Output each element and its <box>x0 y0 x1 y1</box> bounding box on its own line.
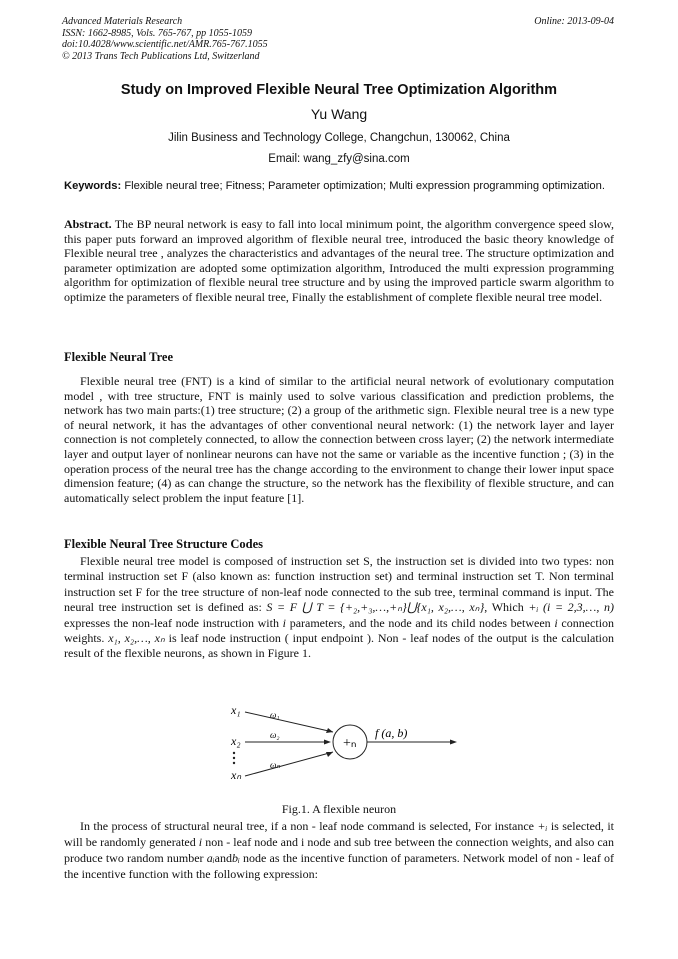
weight-w2-label: ω₂ <box>270 730 280 740</box>
flexible-neuron-figure <box>225 700 465 790</box>
codes-text-a: Flexible neural tree model is composed of instruction set S, the instruction set is divided into two types: non terminal instruction set F (also known as: function instruction set) and terminal instruction set T. Non terminal instruction set F for the tree structure of non-leaf node connected to the sub tree, terminal command is input. The neural tree instruction set is defined as: <box>64 554 614 615</box>
var-i-3: i <box>198 835 203 849</box>
section-heading-codes: Flexible Neural Tree Structure Codes <box>64 537 264 551</box>
struct-text-a: In the process of structural neural tree, if a non - leaf node command is selected, For instance <box>80 819 534 833</box>
codes-text-c: expresses the non-leaf node instruction with <box>64 615 279 630</box>
formula-nonleaf: +ᵢ (i = 2,3,…, n) <box>528 600 614 615</box>
edge-x1 <box>245 712 333 732</box>
formula-leaf: x₁, x₂,…, xₙ <box>108 631 165 646</box>
journal-header <box>62 16 268 62</box>
section-structure-body <box>64 818 614 882</box>
section-fnt-body: Flexible neural tree (FNT) is a kind of similar to the artificial neural network of evolutionary computation model , with tree structure, FNT is mainly used to solve various classification and prediction problems, the network has two main parts:(1) tree structure; (2) a group of the arithmetic sign. Flexible neural tree is a new type of neural network, it has the advantages of other conventional neural network: (1) the network layer and layer connection is not completely connected, to allow the connection between cross layer; (2) the network intermediate layer and output layer of nonlinear neurons can have not the same or variable as the incentive function ; (3) in the operation process of the neural tree has the change according to the environment to change their lower input space dimension feature; (4) as can change the structure, so the network has the flexibility of flexible structure, and can automatically select problem the input feature [1]. <box>64 374 614 505</box>
struct-text-c: non - leaf node and i node and sub tree between the connection weights, and also can produce two random number <box>64 835 615 865</box>
output-arrow <box>450 740 457 745</box>
edge-xn <box>245 752 333 776</box>
ellipsis-dot <box>233 757 235 759</box>
struct-text-d: node as the incentive function of parameters. Network model of non - leaf of the incentive function with the following expression: <box>64 851 614 881</box>
symbol-plus-i: +ᵢ <box>537 819 548 833</box>
section-heading-fnt: Flexible Neural Tree <box>64 350 174 364</box>
symbol-b-i: bᵢ <box>231 851 240 865</box>
copyright-line: © 2013 Trans Tech Publications Ltd, Switzerland <box>62 50 260 62</box>
ellipsis-dot <box>233 762 235 764</box>
ellipsis-dot <box>233 752 235 754</box>
paper-title: Study on Improved Flexible Neural Tree Optimization Algorithm <box>120 82 558 98</box>
keywords-text: Flexible neural tree; Fitness; Parameter optimization; Multi expression programming optimization. <box>124 180 605 192</box>
struct-text-and: and <box>214 851 232 865</box>
weight-w1-label: ω₁ <box>270 710 280 720</box>
neuron-node-label: +ₙ <box>343 736 357 751</box>
weight-wn-label: ωₙ <box>270 760 280 770</box>
arrow-xn <box>326 752 333 757</box>
abstract-label: Abstract. <box>64 217 112 231</box>
output-label: f (a, b) <box>375 726 408 740</box>
abstract-text: The BP neural network is easy to fall into local minimum point, the algorithm convergence speed slow, this paper puts forward an improved algorithm of flexible neural tree, introduced the basic theory knowledge of Flexible neural tree , analyzes the characteristics and advantages of the neural tree. The structure optimization and parameter optimization are adopted some optimization algorithm, Introduced the multi expression programming algorithm for optimization of flexible neural tree structure and by using the improved particle swarm algorithm to optimize the parameters of flexible neural tree, Finally the establishment of complete flexible neural tree model. <box>64 217 614 304</box>
codes-text-b: , Which <box>484 600 524 615</box>
abstract <box>64 217 614 305</box>
codes-text-d: parameters, and the node and its child nodes between <box>289 615 551 630</box>
keywords <box>64 180 614 193</box>
section-codes-body <box>64 554 614 662</box>
codes-text-f: is leaf node instruction ( input endpoint ). Non - leaf nodes of the output is the calculation result of the flexible neurons, as shown in Figure 1. <box>64 631 615 661</box>
var-i-2: i <box>554 615 558 630</box>
input-x1-label: x₁ <box>231 703 241 717</box>
symbol-a-i: aᵢ <box>206 851 215 865</box>
struct-text-b: is selected, it will be randomly generated <box>64 819 614 849</box>
codes-text-e: connection weights. <box>64 615 615 646</box>
input-x2-label: x₂ <box>231 734 241 748</box>
arrow-x2 <box>324 740 331 745</box>
issn-line: ISSN: 1662-8985, Vols. 765-767, pp 1055-1059 <box>62 27 252 39</box>
doi-line: doi:10.4028/www.scientific.net/AMR.765-767.1055 <box>62 39 268 50</box>
input-xn-label: xₙ <box>231 768 242 782</box>
journal-name: Advanced Materials Research <box>62 16 183 27</box>
affiliation: Jilin Business and Technology College, Changchun, 130062, China <box>168 132 510 144</box>
figure-caption: Fig.1. A flexible neuron <box>281 802 397 816</box>
keywords-label: Keywords: <box>64 180 122 192</box>
formula-instruction-set: S = F ⋃ T = {+₂,+₃,…,+ₙ}⋃{x₁, x₂,…, xₙ} <box>266 600 485 615</box>
author-name: Yu Wang <box>310 106 368 122</box>
online-date: Online: 2013-09-04 <box>534 16 614 27</box>
author-email: Email: wang_zfy@sina.com <box>268 153 410 165</box>
var-i: i <box>282 615 287 630</box>
